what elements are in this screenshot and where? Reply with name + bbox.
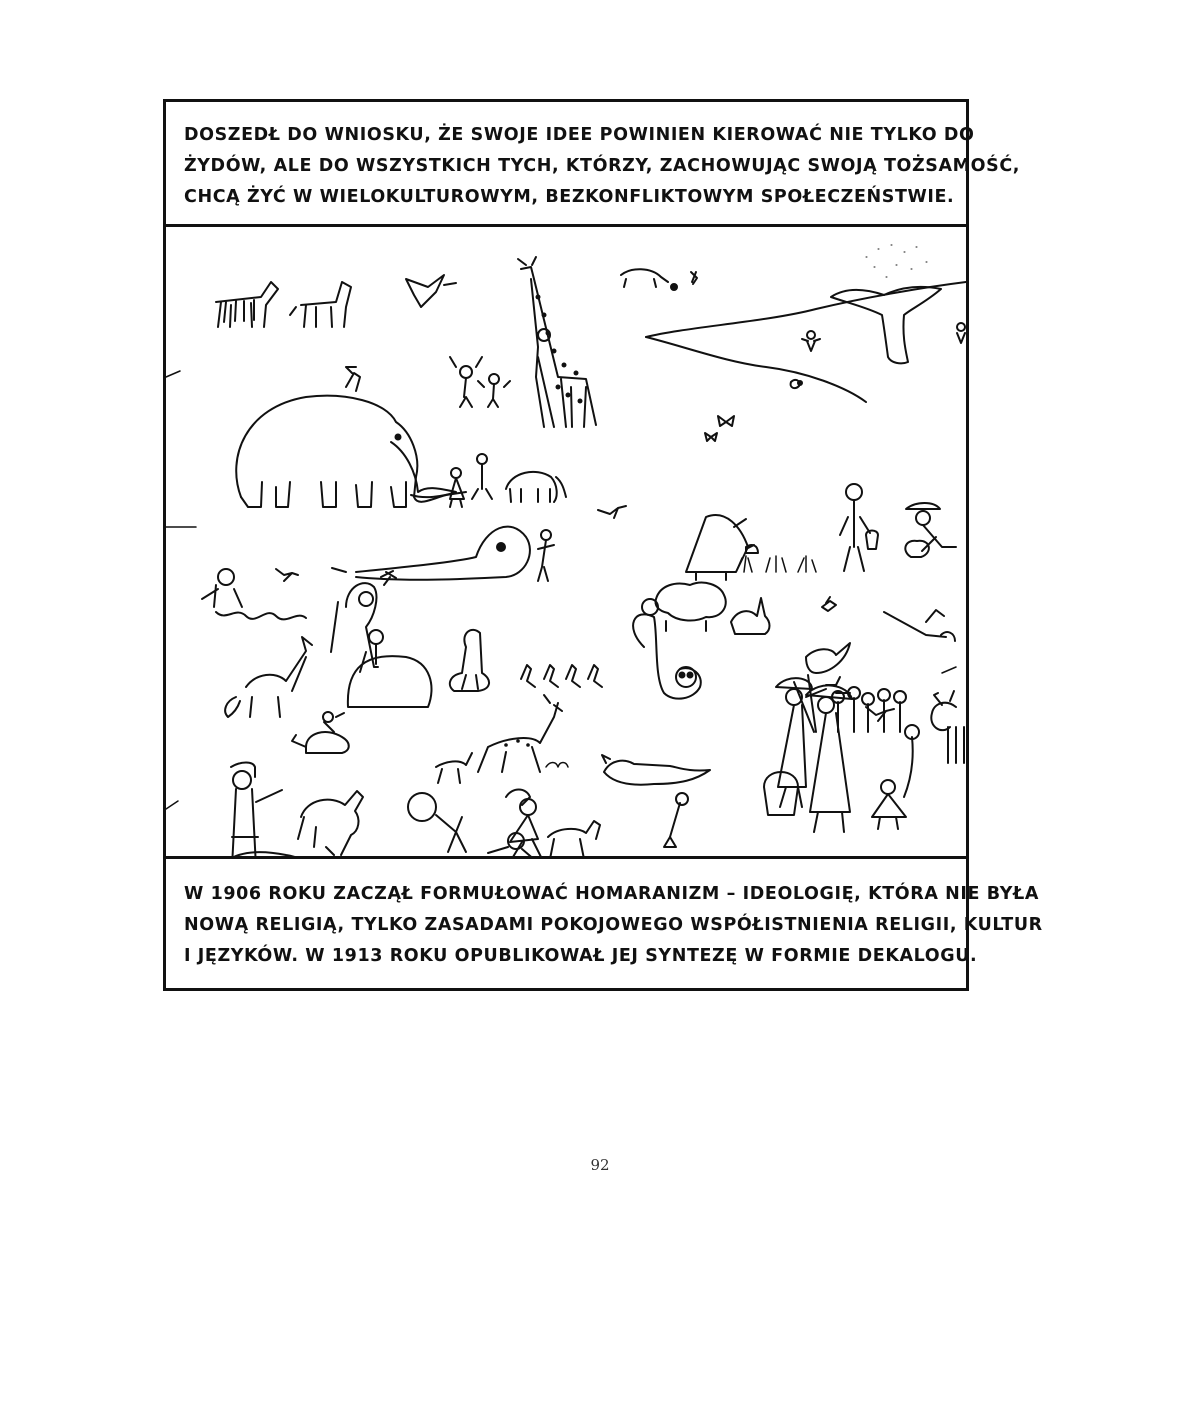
snake-illustration bbox=[202, 569, 306, 619]
illustration-scene bbox=[166, 227, 966, 859]
zebra-illustration bbox=[216, 282, 278, 327]
comic-panel-frame bbox=[163, 99, 1043, 991]
tortoise-illustration bbox=[292, 712, 349, 753]
cat-lying-illustration bbox=[602, 755, 710, 785]
bottom-caption-box bbox=[166, 856, 1043, 988]
giraffe-illustration bbox=[518, 257, 596, 427]
elephant-illustration bbox=[236, 367, 466, 507]
horse-illustration bbox=[290, 282, 351, 327]
goose-illustration bbox=[450, 630, 489, 691]
monkeys-illustration bbox=[450, 357, 510, 407]
antelope-illustration bbox=[225, 637, 312, 717]
child-with-flower-illustration bbox=[450, 454, 492, 507]
hummingbird-right-illustration bbox=[866, 707, 894, 721]
anteater-illustration bbox=[621, 269, 697, 290]
baby-elephant-illustration bbox=[506, 472, 566, 502]
fawn-illustration bbox=[436, 753, 472, 783]
top-caption-line-2: ŻYDÓW, ALE DO WSZYSTKICH TYCH, KTÓRZY, ZACHOWUJĄC SWOJĄ TOŻSAMOŚĆ, bbox=[184, 156, 1021, 176]
veiled-woman-gathering-illustration bbox=[686, 515, 758, 580]
bottom-caption-line-1: W 1906 ROKU ZACZĄŁ FORMUŁOWAĆ HOMARANIZM – IDEOLOGIĘ, KTÓRA NIE BYŁA bbox=[184, 884, 1040, 904]
bottom-caption-line-3: I JĘZYKÓW. W 1913 ROKU OPUBLIKOWAŁ JEJ SYNTEZĘ W FORMIE DEKALOGU. bbox=[184, 946, 978, 966]
bottom-caption-line-2: NOWĄ RELIGIĄ, TYLKO ZASADAMI POKOJOWEGO WSPÓŁISTNIENIA RELIGII, KULTUR bbox=[184, 915, 1043, 935]
flying-bird-illustration bbox=[406, 275, 456, 307]
top-caption-box bbox=[166, 102, 1021, 227]
deer-illustration bbox=[478, 695, 562, 772]
lion-illustration bbox=[332, 527, 530, 580]
man-with-basket-illustration bbox=[840, 484, 878, 571]
whale-tail-illustration bbox=[831, 245, 941, 363]
top-caption-line-1: DOSZEDŁ DO WNIOSKU, ŻE SWOJE IDEE POWINIEN KIEROWAĆ NIE TYLKO DO bbox=[184, 125, 975, 145]
butterflies-illustration bbox=[705, 380, 802, 441]
edge-sketch-marks bbox=[166, 371, 956, 809]
top-caption-line-3: CHCĄ ŻYĆ W WIELOKULTUROWYM, BEZKONFLIKTOWYM SPOŁECZEŃSTWIE. bbox=[184, 187, 955, 207]
cow-illustration bbox=[298, 791, 363, 859]
walking-couple-illustration bbox=[764, 678, 852, 832]
bee-illustration bbox=[822, 597, 836, 611]
man-with-flowers-illustration bbox=[331, 571, 396, 667]
goat-illustration bbox=[931, 691, 964, 763]
rock-with-old-man-illustration bbox=[348, 630, 432, 707]
little-girl-illustration bbox=[872, 725, 919, 829]
hummingbird-illustration bbox=[276, 506, 626, 581]
page-number: 92 bbox=[590, 1156, 610, 1174]
dog-illustration bbox=[548, 821, 600, 859]
kneeling-gardener-illustration bbox=[905, 503, 956, 557]
rabbit-illustration bbox=[731, 598, 770, 634]
plants-row-illustration bbox=[736, 556, 816, 572]
single-flower-illustration bbox=[664, 793, 688, 847]
sunflower-child-illustration bbox=[408, 793, 466, 852]
small-squiggle-illustration bbox=[546, 763, 568, 768]
sea-illustration bbox=[646, 282, 966, 402]
sleeping-person-illustration bbox=[884, 610, 955, 641]
goslings-illustration bbox=[521, 665, 602, 687]
standing-child-illustration bbox=[538, 530, 554, 581]
musician-on-rock-illustration bbox=[224, 763, 316, 860]
